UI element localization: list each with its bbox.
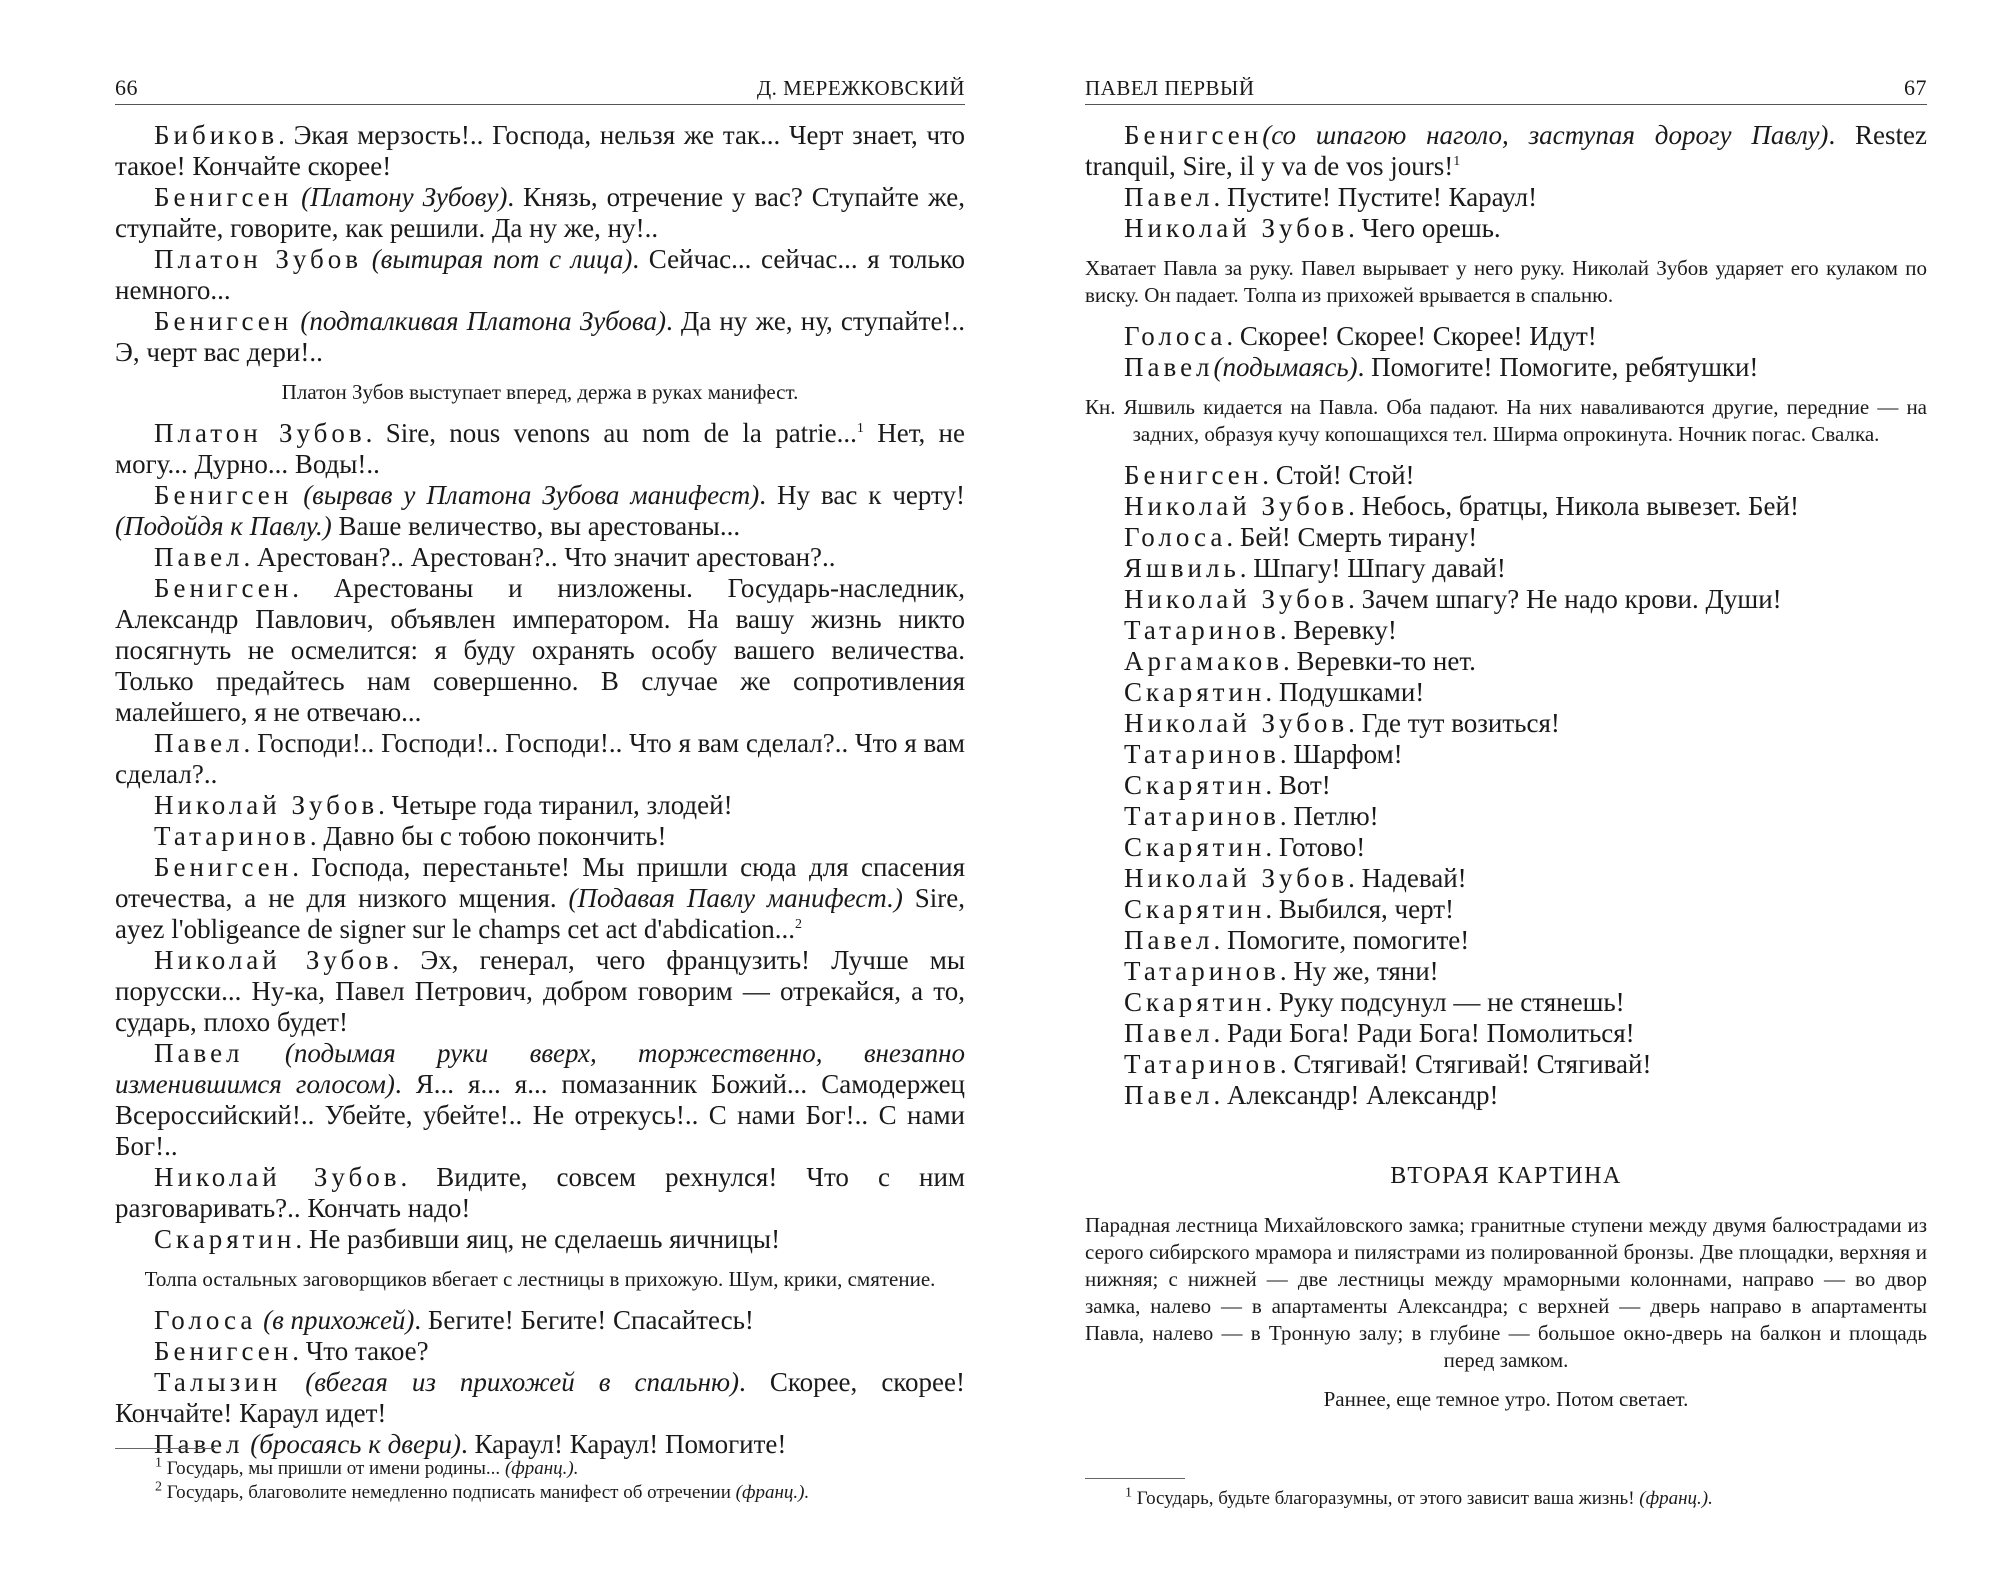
speech-line [115,573,965,728]
speech-line [1085,863,1927,894]
speaker-name: Татаринов [1124,615,1280,645]
speech-text: . Помогите, помогите! [1213,925,1470,955]
speech-line [1085,708,1927,739]
speaker-name: Аргамаков [1124,646,1283,676]
stage-remark: (Подойдя к Павлу.) [115,511,332,541]
stage-remark: (вбегая из прихожей в спальню) [305,1367,740,1397]
speech-line [115,852,965,945]
speech-line [1085,832,1927,863]
speech-line [115,480,965,542]
speech-text: . Господи!.. Господи!.. Господи!.. Что я вам сделал?.. Что я вам сделал?.. [115,728,965,789]
scene-heading: ВТОРАЯ КАРТИНА [1390,1163,1622,1189]
page-number: 67 [1904,75,1927,100]
speech-text: . Арестованы и низложены. Государь-наследник, Александр Павлович, объявлен императором. На вашу жизнь никто посягнуть не осмелится: я буду охранять особу вашего величества. Только предайтесь нам совершенно. В случае же сопротивления малейшего, я не отвечаю... [115,573,965,727]
speech-line [1085,770,1927,801]
speaker-name: Скарятин [154,1224,296,1254]
speaker-name: Николай Зубов [1124,213,1349,243]
speech-text: . Веревку! [1279,615,1397,645]
footnote-text: Государь, мы пришли от имени родины... [166,1458,505,1479]
speaker-name: Павел [154,1429,244,1459]
speech-line [115,306,965,368]
speech-text: . Пустите! Пустите! Караул! [1213,182,1538,212]
speech-text: . Александр! Александр! [1213,1080,1499,1110]
footnote [155,1481,965,1505]
speech-line [1085,987,1927,1018]
speech-line [115,1162,965,1224]
running-head: ПАВЕЛ ПЕРВЫЙ [1085,76,1255,100]
speaker-name: Голоса [154,1305,257,1335]
speaker-name: Николай Зубов [154,945,393,975]
speaker-name: Татаринов [1124,1049,1280,1079]
speech-line [115,790,965,821]
speech-text: . Экая мерзость!.. Господа, нельзя же так... Черт знает, что такое! Кончайте скорее! [115,120,965,181]
speech-text: . Подушками! [1265,677,1425,707]
stage-remark: (подымая руки вверх, торжественно, внезапно изменившимся голосом) [115,1038,965,1099]
speech-line [1085,1049,1927,1080]
speech-line [1085,460,1927,491]
speech-text: . Restez tranquil, Sire, il y va de vos jours! [1085,120,1927,181]
right-page-header [1085,70,1927,105]
speech-text: . Петлю! [1279,801,1379,831]
speech-line [1085,801,1927,832]
speech-line [1085,677,1927,708]
speech-line [1085,956,1927,987]
speaker-name: Павел [1124,1080,1214,1110]
footnote-rule [1085,1478,1185,1479]
footnote-text: Государь, будьте благоразумны, от этого зависит ваша жизнь! [1136,1488,1640,1509]
speaker-name: Бенигсен [1124,120,1263,150]
footnote-ref: 1 [856,421,864,436]
footnote-ref: 1 [1453,154,1461,169]
speech-text [244,1038,285,1068]
right-page-body [1085,120,1927,1425]
speech-text: . Я... я... я... помазанник Божий... Самодержец Всероссийский!.. Убейте, убейте!.. Не отрекусь!.. С нами Бог!.. С нами Бог!.. [115,1069,966,1161]
speech-line [115,182,965,244]
speaker-name: Николай Зубов [1124,708,1349,738]
speech-line [1085,894,1927,925]
speaker-name: Скарятин [1124,987,1266,1017]
speaker-name: Татаринов [1124,739,1280,769]
speaker-name: Павел [154,728,244,758]
speaker-name: Павел [1124,182,1214,212]
speech-line [115,244,965,306]
stage-direction: Платон Зубов выступает вперед, держа в руках манифест. [281,380,799,404]
speaker-name: Татаринов [154,821,310,851]
speaker-name: Николай Зубов [1124,584,1349,614]
speech-text: . Эх, генерал, чего французить! Лучше мы порусски... Ну-ка, Павел Петрович, добром говорим — отрекайся, а то, сударь, плохо будет! [115,945,965,1037]
speaker-name: Бенигсен [1124,460,1263,490]
speaker-name: Яшвиль [1124,553,1240,583]
speech-line [1085,182,1927,213]
footnote-language-note: (франц.). [1639,1488,1713,1509]
stage-remark: (со шпагою наголо, заступая дорогу Павлу) [1262,120,1829,150]
speaker-name: Талызин [154,1367,282,1397]
speaker-name: Платон Зубов [154,418,366,448]
speech-text: . Шарфом! [1279,739,1403,769]
speech-text: . Веревки-то нет. [1282,646,1476,676]
speech-line [115,728,965,790]
speaker-name: Бенигсен [154,182,293,212]
speech-text: . Вот! [1265,770,1331,800]
speech-text: . Зачем шпагу? Не надо крови. Души! [1348,584,1782,614]
running-head: Д. МЕРЕЖКОВСКИЙ [756,76,965,100]
footnote-text: Государь, благоволите немедленно подписать манифест об отречении [166,1482,736,1503]
speech-text: . Стягивай! Стягивай! Стягивай! [1279,1049,1652,1079]
speaker-name: Николай Зубов [154,1162,401,1192]
speech-text: . Небось, братцы, Никола вывезет. Бей! [1348,491,1799,521]
speaker-name: Павел [154,542,244,572]
footnote [1125,1487,1927,1511]
speaker-name: Скарятин [1124,832,1266,862]
speech-text: . Стой! Стой! [1262,460,1415,490]
speech-text [362,244,372,274]
stage-remark: (в прихожей) [263,1305,415,1335]
speaker-name: Николай Зубов [154,790,379,820]
speech-line [1085,584,1927,615]
speech-line [1085,615,1927,646]
speech-line [115,120,965,182]
speaker-name: Бенигсен [154,1336,293,1366]
speech-line [115,945,965,1038]
speech-text: . Не разбивши яиц, не сделаешь яичницы! [295,1224,781,1254]
speech-line [1085,522,1927,553]
speech-line [115,1038,965,1162]
speech-text: . Где тут возиться! [1348,708,1560,738]
speaker-name: Голоса [1124,522,1227,552]
stage-remark: (Платону Зубову) [301,182,508,212]
footnote-mark: 2 [155,1479,162,1495]
speech-line [115,418,965,480]
stage-remark: (подымаясь) [1213,352,1358,382]
stage-direction: Парадная лестница Михайловского замка; гранитные ступени между двумя балюстрадами из серого сибирского мрамора и пилястрами из полированной бронзы. Две площадки, верхняя и нижняя; с нижней — две лестницы между мраморными колоннами, направо — во двор замка, налево — в апартаменты Александра; с верхней — дверь направо в апартаменты Павла, налево — в Тронную залу; в глубине — большое окно-дверь на балкон и площадь перед замком. [1085,1213,1927,1372]
speech-line [1085,321,1927,352]
speech-line [115,1224,965,1255]
speech-line [1085,491,1927,522]
speaker-name: Бибиков [154,120,279,150]
speaker-name: Павел [154,1038,244,1068]
footnote-ref: 2 [794,917,802,932]
speaker-name: Бенигсен [154,480,293,510]
footnote-rule [115,1448,215,1449]
speech-line [115,821,965,852]
speaker-name: Бенигсен [154,306,293,336]
speech-line [1085,739,1927,770]
speech-line [1085,1080,1927,1111]
speech-text: . Давно бы с тобою покончить! [309,821,667,851]
speaker-name: Татаринов [1124,956,1280,986]
speech-line [115,1367,965,1429]
speaker-name: Николай Зубов [1124,863,1349,893]
stage-direction: Кн. Яшвиль кидается на Павла. Оба падают. На них наваливаются другие, передние — на задних, образуя кучу копошащихся тел. Ширма опрокинута. Ночник погас. Свалка. [1085,395,1927,446]
speech-line [1085,646,1927,677]
speech-text: . Руку подсунул — не стянешь! [1265,987,1625,1017]
speaker-name: Павел [1124,352,1214,382]
speech-text: . Скорее! Скорее! Скорее! Идут! [1226,321,1597,351]
speaker-name: Скарятин [1124,770,1266,800]
speech-line [1085,553,1927,584]
speaker-name: Скарятин [1124,677,1266,707]
footnote-mark: 1 [155,1455,162,1471]
speech-line [1085,1018,1927,1049]
speech-line [1085,120,1927,182]
speech-text: Sire, ayez l'obligeance de signer sur le champs cet act d'abdication... [115,883,965,944]
speech-text: . Господа, перестаньте! Мы пришли сюда для спасения отечества, а не для низкого мщения. [115,852,965,913]
stage-direction: Раннее, еще темное утро. Потом светает. [1323,1387,1689,1411]
left-page-body [115,120,965,1460]
speech-text: . Арестован?.. Арестован?.. Что значит арестован?.. [243,542,836,572]
speech-text: . Надевай! [1348,863,1467,893]
speech-text: . Ну вас к черту! [759,480,965,510]
speech-text: . Четыре года тиранил, злодей! [378,790,733,820]
speech-text [281,1367,305,1397]
speaker-name: Голоса [1124,321,1227,351]
speech-text: . Sire, nous venons au nom de la patrie... [365,418,857,448]
speech-text: . Сейчас... сейчас... я только немного... [115,244,966,305]
speech-text: . Видите, совсем рехнулся! Что с ним разговаривать?.. Кончать надо! [115,1162,966,1223]
speech-text: . Скорее, скорее! Кончайте! Караул идет! [115,1367,966,1428]
speaker-name: Скарятин [1124,894,1266,924]
stage-remark: (подталкивая Платона Зубова) [300,306,666,336]
footnote [155,1457,965,1481]
stage-remark: (бросаясь к двери) [250,1429,461,1459]
speech-text [292,182,301,212]
speech-text: . Ради Бога! Ради Бога! Помолиться! [1213,1018,1635,1048]
left-footnotes [115,1448,965,1505]
speech-text: . Князь, отречение у вас? Ступайте же, ступайте, говорите, как решили. Да ну же, ну!.. [115,182,965,243]
speech-text: . Да ну же, ну, ступайте!.. Э, черт вас дери!.. [115,306,965,367]
stage-direction: Хватает Павла за руку. Павел вырывает у него руку. Николай Зубов ударяет его кулаком по виску. Он падает. Толпа из прихожей врывается в спальню. [1085,256,1927,307]
speech-text: . Бегите! Бегите! Спасайтесь! [414,1305,754,1335]
stage-remark: (Подавая Павлу манифест.) [568,883,903,913]
speech-line [1085,213,1927,244]
speaker-name: Платон Зубов [154,244,362,274]
left-page-header [115,70,965,105]
stage-remark: (вытирая пот с лица) [371,244,633,274]
right-footnotes [1085,1478,1927,1511]
speech-text: . Выбился, черт! [1265,894,1455,924]
speech-text: . Караул! Караул! Помогите! [460,1429,787,1459]
speaker-name: Бенигсен [154,573,293,603]
speech-text: Ваше величество, вы арестованы... [331,511,741,541]
footnote-mark: 1 [1125,1485,1132,1501]
speaker-name: Павел [1124,1018,1214,1048]
speech-text: . Что такое? [292,1336,429,1366]
footnote-language-note: (франц.). [504,1458,579,1479]
speech-line [115,1305,965,1336]
speech-text: . Помогите! Помогите, ребятушки! [1357,352,1759,382]
speech-line [115,1336,965,1367]
speech-line [115,542,965,573]
speech-text: . Ну же, тяни! [1279,956,1439,986]
speech-text [292,480,303,510]
speech-text: . Готово! [1265,832,1366,862]
speech-line [1085,352,1927,383]
speech-text: . Чего орешь. [1348,213,1501,243]
speaker-name: Бенигсен [154,852,293,882]
speech-text: Нет, не могу... Дурно... Воды!.. [115,418,965,479]
speech-line [1085,925,1927,956]
footnote-language-note: (франц.). [735,1482,810,1503]
speaker-name: Николай Зубов [1124,491,1349,521]
stage-direction: Толпа остальных заговорщиков вбегает с лестницы в прихожую. Шум, крики, смятение. [144,1267,936,1291]
speech-text: . Бей! Смерть тирану! [1226,522,1478,552]
page-number: 66 [115,75,138,100]
speech-text: . Шпагу! Шпагу давай! [1239,553,1506,583]
speaker-name: Павел [1124,925,1214,955]
stage-remark: (вырвав у Платона Зубова манифест) [303,480,760,510]
speaker-name: Татаринов [1124,801,1280,831]
